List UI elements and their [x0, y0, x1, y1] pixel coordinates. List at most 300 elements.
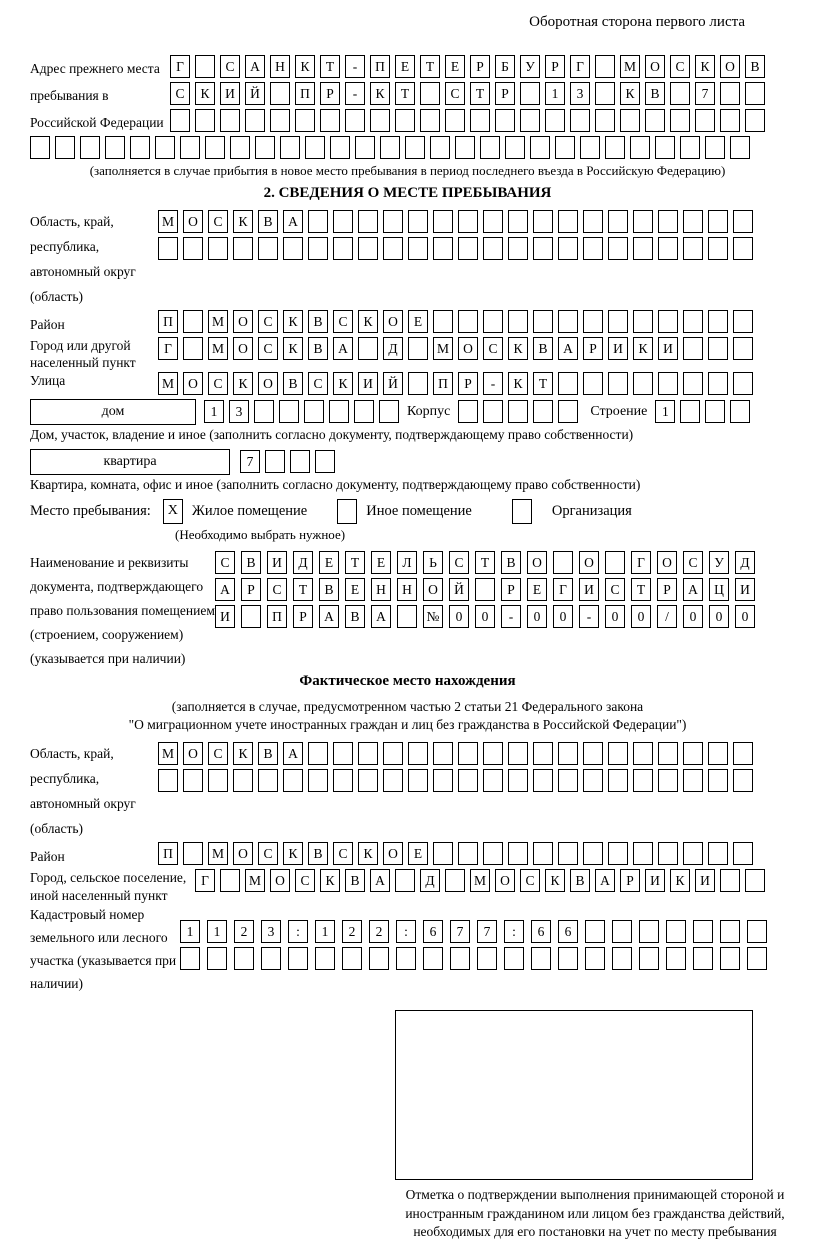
char-cell [280, 136, 300, 159]
char-cell [483, 310, 503, 333]
char-cell [533, 842, 553, 865]
char-cell [270, 109, 290, 132]
char-cell: С [605, 578, 625, 601]
char-cell [733, 372, 753, 395]
char-cell: А [245, 55, 265, 78]
char-cell: О [233, 337, 253, 360]
char-cell: О [270, 869, 290, 892]
char-cell [295, 109, 315, 132]
char-cell [233, 769, 253, 792]
char-cell: В [319, 578, 339, 601]
char-cell: С [308, 372, 328, 395]
char-cell: И [267, 551, 287, 574]
char-cell: Т [475, 551, 495, 574]
char-cell: В [345, 869, 365, 892]
char-cell [583, 372, 603, 395]
char-cell [270, 82, 290, 105]
cadastral-block [30, 904, 785, 996]
char-cell [708, 842, 728, 865]
char-cell [265, 450, 285, 473]
char-cell [608, 237, 628, 260]
char-cell [290, 450, 310, 473]
char-cell: Р [495, 82, 515, 105]
char-cell: М [470, 869, 490, 892]
char-cell: О [233, 310, 253, 333]
char-cell [183, 842, 203, 865]
char-cell: Т [320, 55, 340, 78]
city-block [30, 337, 785, 372]
char-cell: О [657, 551, 677, 574]
char-cell: И [579, 578, 599, 601]
char-cell: 3 [570, 82, 590, 105]
char-cell: К [508, 372, 528, 395]
char-cell [408, 742, 428, 765]
char-cell: - [345, 55, 365, 78]
char-cell [555, 136, 575, 159]
char-cell [633, 237, 653, 260]
char-cell [720, 947, 740, 970]
char-cell [708, 742, 728, 765]
actual-region-row-1 [158, 742, 785, 765]
char-cell: О [383, 842, 403, 865]
char-cell [580, 136, 600, 159]
char-cell: Б [495, 55, 515, 78]
char-cell [208, 769, 228, 792]
char-cell [180, 136, 200, 159]
char-cell: К [358, 310, 378, 333]
actual-district-label: Район [30, 849, 65, 865]
char-cell: С [333, 842, 353, 865]
char-cell [254, 400, 274, 423]
char-cell: М [433, 337, 453, 360]
char-cell [683, 210, 703, 233]
stay-type-row [30, 499, 785, 524]
char-cell [508, 842, 528, 865]
char-cell [355, 136, 375, 159]
char-cell [508, 210, 528, 233]
char-cell [520, 82, 540, 105]
korpus-label: Корпус [407, 403, 451, 419]
char-cell [683, 237, 703, 260]
char-cell: Н [371, 578, 391, 601]
char-cell [708, 210, 728, 233]
street-row [158, 372, 785, 395]
char-cell [483, 400, 503, 423]
apartment-row [30, 449, 785, 475]
char-cell: И [695, 869, 715, 892]
char-cell [305, 136, 325, 159]
char-cell [279, 400, 299, 423]
char-cell [658, 372, 678, 395]
char-cell: М [208, 842, 228, 865]
char-cell [583, 742, 603, 765]
char-cell [430, 136, 450, 159]
char-cell [458, 769, 478, 792]
char-cell [383, 742, 403, 765]
char-cell [705, 136, 725, 159]
char-cell [483, 842, 503, 865]
region-block [30, 210, 785, 310]
char-cell: В [308, 310, 328, 333]
house-number-cells [204, 400, 399, 423]
char-cell [508, 769, 528, 792]
char-cell: К [695, 55, 715, 78]
char-cell: С [483, 337, 503, 360]
char-cell [450, 947, 470, 970]
char-cell: - [501, 605, 521, 628]
char-cell [608, 769, 628, 792]
char-cell [605, 136, 625, 159]
char-cell [595, 82, 615, 105]
confirmation-caption: Отметка о подтверждении выполнения принимающей стороной и иностранным гражданином или лицом без гражданства действий, необходимых для его постановки на учет по месту пребывания [405, 1187, 785, 1240]
char-cell: В [533, 337, 553, 360]
char-cell [105, 136, 125, 159]
char-cell [170, 109, 190, 132]
char-cell [658, 237, 678, 260]
char-cell [733, 769, 753, 792]
char-cell: И [358, 372, 378, 395]
char-cell: Г [195, 869, 215, 892]
char-cell [708, 372, 728, 395]
char-cell [683, 742, 703, 765]
char-cell: Р [545, 55, 565, 78]
char-cell: 2 [234, 920, 254, 943]
char-cell [433, 210, 453, 233]
district-label: Район [30, 316, 65, 332]
confirmation-stamp-box [395, 1010, 753, 1180]
char-cell: П [158, 310, 178, 333]
char-cell: Н [397, 578, 417, 601]
char-cell: С [208, 742, 228, 765]
char-cell [720, 109, 740, 132]
char-cell [670, 82, 690, 105]
char-cell [595, 55, 615, 78]
char-cell: Л [397, 551, 417, 574]
char-cell: Д [383, 337, 403, 360]
char-cell: А [283, 210, 303, 233]
char-cell: С [208, 210, 228, 233]
char-cell [680, 136, 700, 159]
char-cell: Т [533, 372, 553, 395]
char-cell: С [258, 842, 278, 865]
char-cell [633, 769, 653, 792]
char-cell [666, 920, 686, 943]
char-cell [445, 869, 465, 892]
house-caption: Дом, участок, владение и иное (заполнить согласно документу, подтверждающему право собственности) [30, 426, 634, 442]
char-cell: 6 [531, 920, 551, 943]
cadastral-row-2 [180, 947, 785, 970]
char-cell [433, 310, 453, 333]
char-cell: Р [620, 869, 640, 892]
char-cell: В [570, 869, 590, 892]
char-cell: Г [570, 55, 590, 78]
char-cell: - [345, 82, 365, 105]
house-box-label: дом [30, 399, 196, 425]
char-cell: 1 [655, 400, 675, 423]
char-cell: В [308, 842, 328, 865]
char-cell [458, 237, 478, 260]
cadastral-label: Кадастровый номер земельного или лесного участка (указывается при наличии) [30, 907, 177, 992]
char-cell [504, 947, 524, 970]
char-cell: - [579, 605, 599, 628]
char-cell [433, 842, 453, 865]
char-cell: В [283, 372, 303, 395]
char-cell: 1 [204, 400, 224, 423]
char-cell [633, 310, 653, 333]
char-cell: И [608, 337, 628, 360]
char-cell [483, 769, 503, 792]
char-cell [705, 400, 725, 423]
char-cell: К [620, 82, 640, 105]
char-cell [508, 400, 528, 423]
char-cell: К [633, 337, 653, 360]
char-cell: А [333, 337, 353, 360]
char-cell [730, 400, 750, 423]
char-cell: П [267, 605, 287, 628]
char-cell [583, 842, 603, 865]
char-cell [345, 109, 365, 132]
char-cell [155, 136, 175, 159]
char-cell: Г [158, 337, 178, 360]
char-cell [733, 310, 753, 333]
char-cell [477, 947, 497, 970]
char-cell [408, 237, 428, 260]
char-cell [508, 237, 528, 260]
char-cell: Ц [709, 578, 729, 601]
char-cell [747, 947, 767, 970]
char-cell: А [683, 578, 703, 601]
char-cell: С [208, 372, 228, 395]
char-cell [195, 109, 215, 132]
char-cell [445, 109, 465, 132]
char-cell [458, 842, 478, 865]
char-cell [658, 842, 678, 865]
char-cell [608, 372, 628, 395]
char-cell: А [371, 605, 391, 628]
char-cell: 1 [207, 920, 227, 943]
char-cell: В [645, 82, 665, 105]
char-cell [383, 769, 403, 792]
char-cell [745, 82, 765, 105]
char-cell [533, 769, 553, 792]
char-cell: К [233, 210, 253, 233]
char-cell: Й [245, 82, 265, 105]
char-cell: С [445, 82, 465, 105]
char-cell [608, 742, 628, 765]
char-cell: О [579, 551, 599, 574]
char-cell [531, 947, 551, 970]
prev-address-note: (заполняется в случае прибытия в новое место пребывания в период последнего въезда в Российскую Федерацию) [89, 163, 726, 178]
char-cell: В [501, 551, 521, 574]
char-cell [330, 136, 350, 159]
char-cell: М [158, 742, 178, 765]
char-cell: П [295, 82, 315, 105]
char-cell: Е [319, 551, 339, 574]
char-cell: И [658, 337, 678, 360]
char-cell [683, 769, 703, 792]
char-cell: К [333, 372, 353, 395]
stroenie-cells [655, 400, 750, 423]
char-cell [553, 551, 573, 574]
char-cell: Т [293, 578, 313, 601]
char-cell: С [520, 869, 540, 892]
actual-district-row [158, 842, 785, 865]
document-row-3 [215, 605, 785, 628]
region-row-2 [158, 237, 785, 260]
char-cell: О [383, 310, 403, 333]
char-cell [683, 842, 703, 865]
char-cell: Е [345, 578, 365, 601]
char-cell: А [370, 869, 390, 892]
char-cell: Е [395, 55, 415, 78]
char-cell: О [423, 578, 443, 601]
char-cell [480, 136, 500, 159]
char-cell [379, 400, 399, 423]
char-cell: В [258, 210, 278, 233]
char-cell: А [283, 742, 303, 765]
stay-option-org-checkbox [512, 499, 532, 524]
char-cell [183, 769, 203, 792]
char-cell: О [527, 551, 547, 574]
char-cell: 6 [558, 920, 578, 943]
char-cell: А [319, 605, 339, 628]
char-cell [733, 210, 753, 233]
char-cell [533, 400, 553, 423]
char-cell: Р [241, 578, 261, 601]
char-cell: И [735, 578, 755, 601]
char-cell [558, 947, 578, 970]
city-row [158, 337, 785, 360]
char-cell [315, 947, 335, 970]
char-cell [733, 337, 753, 360]
char-cell: И [645, 869, 665, 892]
char-cell: К [358, 842, 378, 865]
char-cell [455, 136, 475, 159]
char-cell [585, 947, 605, 970]
char-cell [433, 237, 453, 260]
char-cell [608, 310, 628, 333]
char-cell: Е [371, 551, 391, 574]
char-cell [595, 109, 615, 132]
char-cell: С [449, 551, 469, 574]
char-cell [423, 947, 443, 970]
char-cell: И [215, 605, 235, 628]
char-cell [342, 947, 362, 970]
char-cell: У [520, 55, 540, 78]
char-cell: Р [458, 372, 478, 395]
char-cell [745, 869, 765, 892]
char-cell [520, 109, 540, 132]
char-cell [308, 742, 328, 765]
char-cell [329, 400, 349, 423]
char-cell: 0 [683, 605, 703, 628]
char-cell [585, 920, 605, 943]
char-cell [30, 136, 50, 159]
char-cell [633, 742, 653, 765]
char-cell [483, 742, 503, 765]
char-cell [420, 109, 440, 132]
actual-region-block [30, 742, 785, 842]
char-cell [483, 210, 503, 233]
char-cell [533, 237, 553, 260]
char-cell: П [370, 55, 390, 78]
char-cell: В [745, 55, 765, 78]
apartment-cells [240, 450, 335, 473]
char-cell: М [620, 55, 640, 78]
char-cell [708, 769, 728, 792]
char-cell [658, 769, 678, 792]
document-row-2 [215, 578, 785, 601]
char-cell: И [220, 82, 240, 105]
char-cell [241, 605, 261, 628]
stay-option-zhiloe-label: Жилое помещение [191, 502, 308, 519]
char-cell [483, 237, 503, 260]
char-cell [733, 842, 753, 865]
char-cell: В [345, 605, 365, 628]
char-cell: С [258, 310, 278, 333]
document-row-1 [215, 551, 785, 574]
prev-address-rows [170, 55, 785, 136]
char-cell [495, 109, 515, 132]
char-cell: Г [631, 551, 651, 574]
char-cell: : [288, 920, 308, 943]
stay-option-inoe-label: Иное помещение [366, 502, 472, 519]
char-cell: Т [395, 82, 415, 105]
char-cell: С [295, 869, 315, 892]
char-cell: 1 [180, 920, 200, 943]
document-block [30, 551, 785, 671]
char-cell [533, 210, 553, 233]
char-cell [558, 237, 578, 260]
prev-address-row-3 [170, 109, 785, 132]
char-cell: В [308, 337, 328, 360]
stroenie-label: Строение [590, 403, 648, 419]
char-cell: 3 [229, 400, 249, 423]
char-cell: А [558, 337, 578, 360]
char-cell [420, 82, 440, 105]
street-block [30, 372, 785, 399]
char-cell: 0 [631, 605, 651, 628]
char-cell: К [508, 337, 528, 360]
stay-option-inoe-checkbox [337, 499, 357, 524]
char-cell: К [545, 869, 565, 892]
char-cell [369, 947, 389, 970]
char-cell: 7 [477, 920, 497, 943]
char-cell: 0 [449, 605, 469, 628]
char-cell [158, 769, 178, 792]
char-cell [458, 310, 478, 333]
prev-address-label: Адрес прежнего места пребывания в Российской Федерации [30, 61, 164, 130]
char-cell [395, 109, 415, 132]
char-cell [733, 237, 753, 260]
char-cell [308, 769, 328, 792]
char-cell: М [158, 210, 178, 233]
char-cell [458, 210, 478, 233]
char-cell [383, 237, 403, 260]
char-cell [130, 136, 150, 159]
char-cell [633, 842, 653, 865]
char-cell [358, 210, 378, 233]
char-cell [639, 947, 659, 970]
char-cell: 7 [240, 450, 260, 473]
char-cell [207, 947, 227, 970]
char-cell [639, 920, 659, 943]
char-cell: М [208, 310, 228, 333]
char-cell [283, 769, 303, 792]
char-cell: 1 [315, 920, 335, 943]
char-cell: Д [735, 551, 755, 574]
char-cell [508, 310, 528, 333]
